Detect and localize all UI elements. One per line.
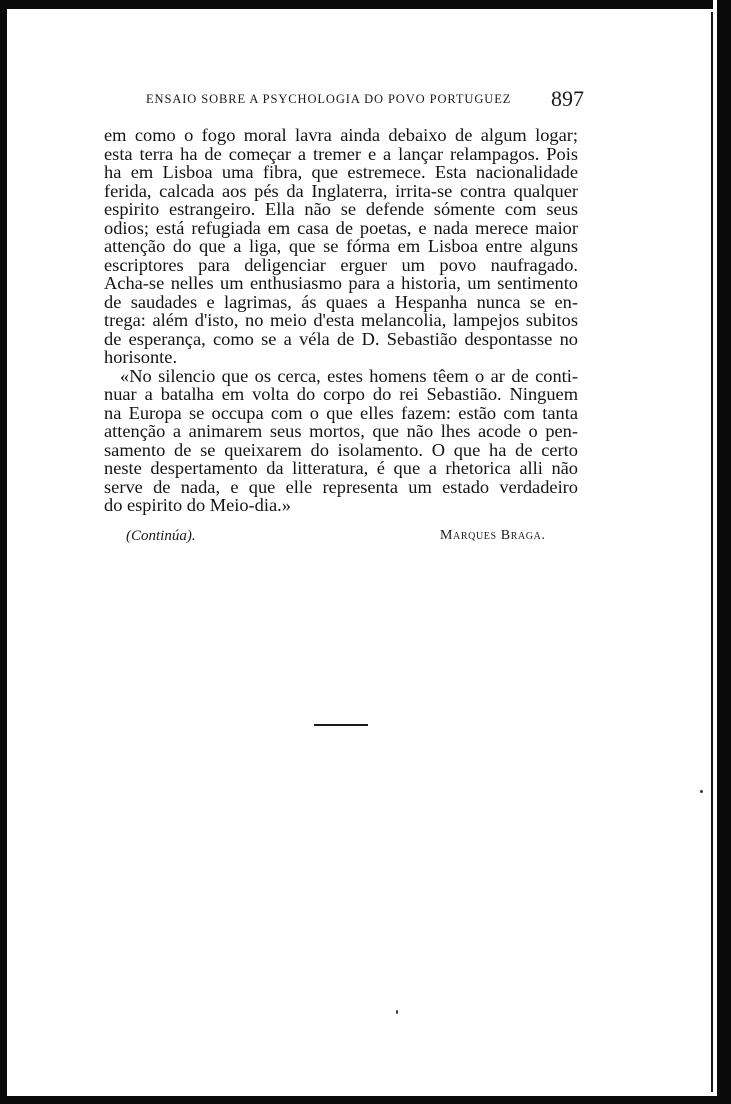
text-line: serve de nada, e que elle representa um estado verdadeiro xyxy=(104,476,578,497)
text-line: «No silencio que os cerca, estes homens têem o ar de conti- xyxy=(120,365,578,386)
text-line: nuar a batalha em volta do corpo do rei Sebastião. Ninguem xyxy=(104,384,578,404)
scan-border-inner-line xyxy=(711,12,713,1092)
text-line: espirito estrangeiro. Ella não se defende sómente com seus xyxy=(104,199,578,219)
continued-note: (Continúa). xyxy=(126,528,196,544)
section-rule xyxy=(314,724,368,726)
scan-border-gap xyxy=(713,0,717,1104)
paragraph-2 xyxy=(104,367,578,515)
scan-speck xyxy=(700,790,703,793)
text-line: ferida, calcada aos pés da Inglaterra, irrita-se contra qualquer xyxy=(104,180,578,201)
text-line: na Europa se occupa com o que elles fazem: estão com tanta xyxy=(104,402,578,423)
text-line: de saudades e lagrimas, ás quaes a Hespanha nunca se en- xyxy=(104,291,578,312)
text-line: ha em Lisboa uma fibra, que estremece. Esta nacionalidade xyxy=(104,162,578,182)
text-line: em como o fogo moral lavra ainda debaixo de algum logar; xyxy=(104,125,578,145)
text-line: de esperança, como se a véla de D. Sebastião despontasse no xyxy=(104,328,578,349)
text-line: trega: além d'isto, no meio d'esta melancolia, lampejos subitos xyxy=(104,310,578,330)
text-line: Acha-se nelles um enthusiasmo para a historia, um sentimento xyxy=(104,273,578,293)
text-line: attenção do que a liga, que se fórma em Lisboa entre alguns xyxy=(104,236,578,256)
text-line: do espirito do Meio-dia.» xyxy=(104,495,291,515)
scan-border-right xyxy=(717,0,731,1104)
scan-border-bottom xyxy=(0,1096,731,1104)
text-line: samento de se queixarem do isolamento. O que ha de certo xyxy=(104,439,578,460)
scan-border-left xyxy=(0,0,7,1104)
scan-border-top xyxy=(0,0,731,9)
text-line: escriptores para deligenciar erguer um povo naufragado. xyxy=(104,254,578,275)
paragraph-1 xyxy=(104,126,578,367)
page-number: 897 xyxy=(551,86,584,111)
text-line: esta terra ha de começar a tremer e a lançar relampagos. Pois xyxy=(104,143,578,164)
running-title: ENSAIO SOBRE A PSYCHOLOGIA DO POVO PORTUGUEZ xyxy=(146,92,512,106)
text-line: horisonte. xyxy=(104,347,178,367)
text-line: neste despertamento da litteratura, é que a rhetorica alli não xyxy=(104,458,578,478)
author-signature: Marques Braga. xyxy=(440,528,546,543)
scan-speck xyxy=(396,1010,398,1014)
text-line: attenção a animarem seus mortos, que não lhes acode o pen- xyxy=(104,421,578,441)
body-text xyxy=(104,126,578,515)
running-head xyxy=(104,86,596,110)
text-line: odios; está refugiada em casa de poetas, e nada merece maior xyxy=(104,217,578,238)
